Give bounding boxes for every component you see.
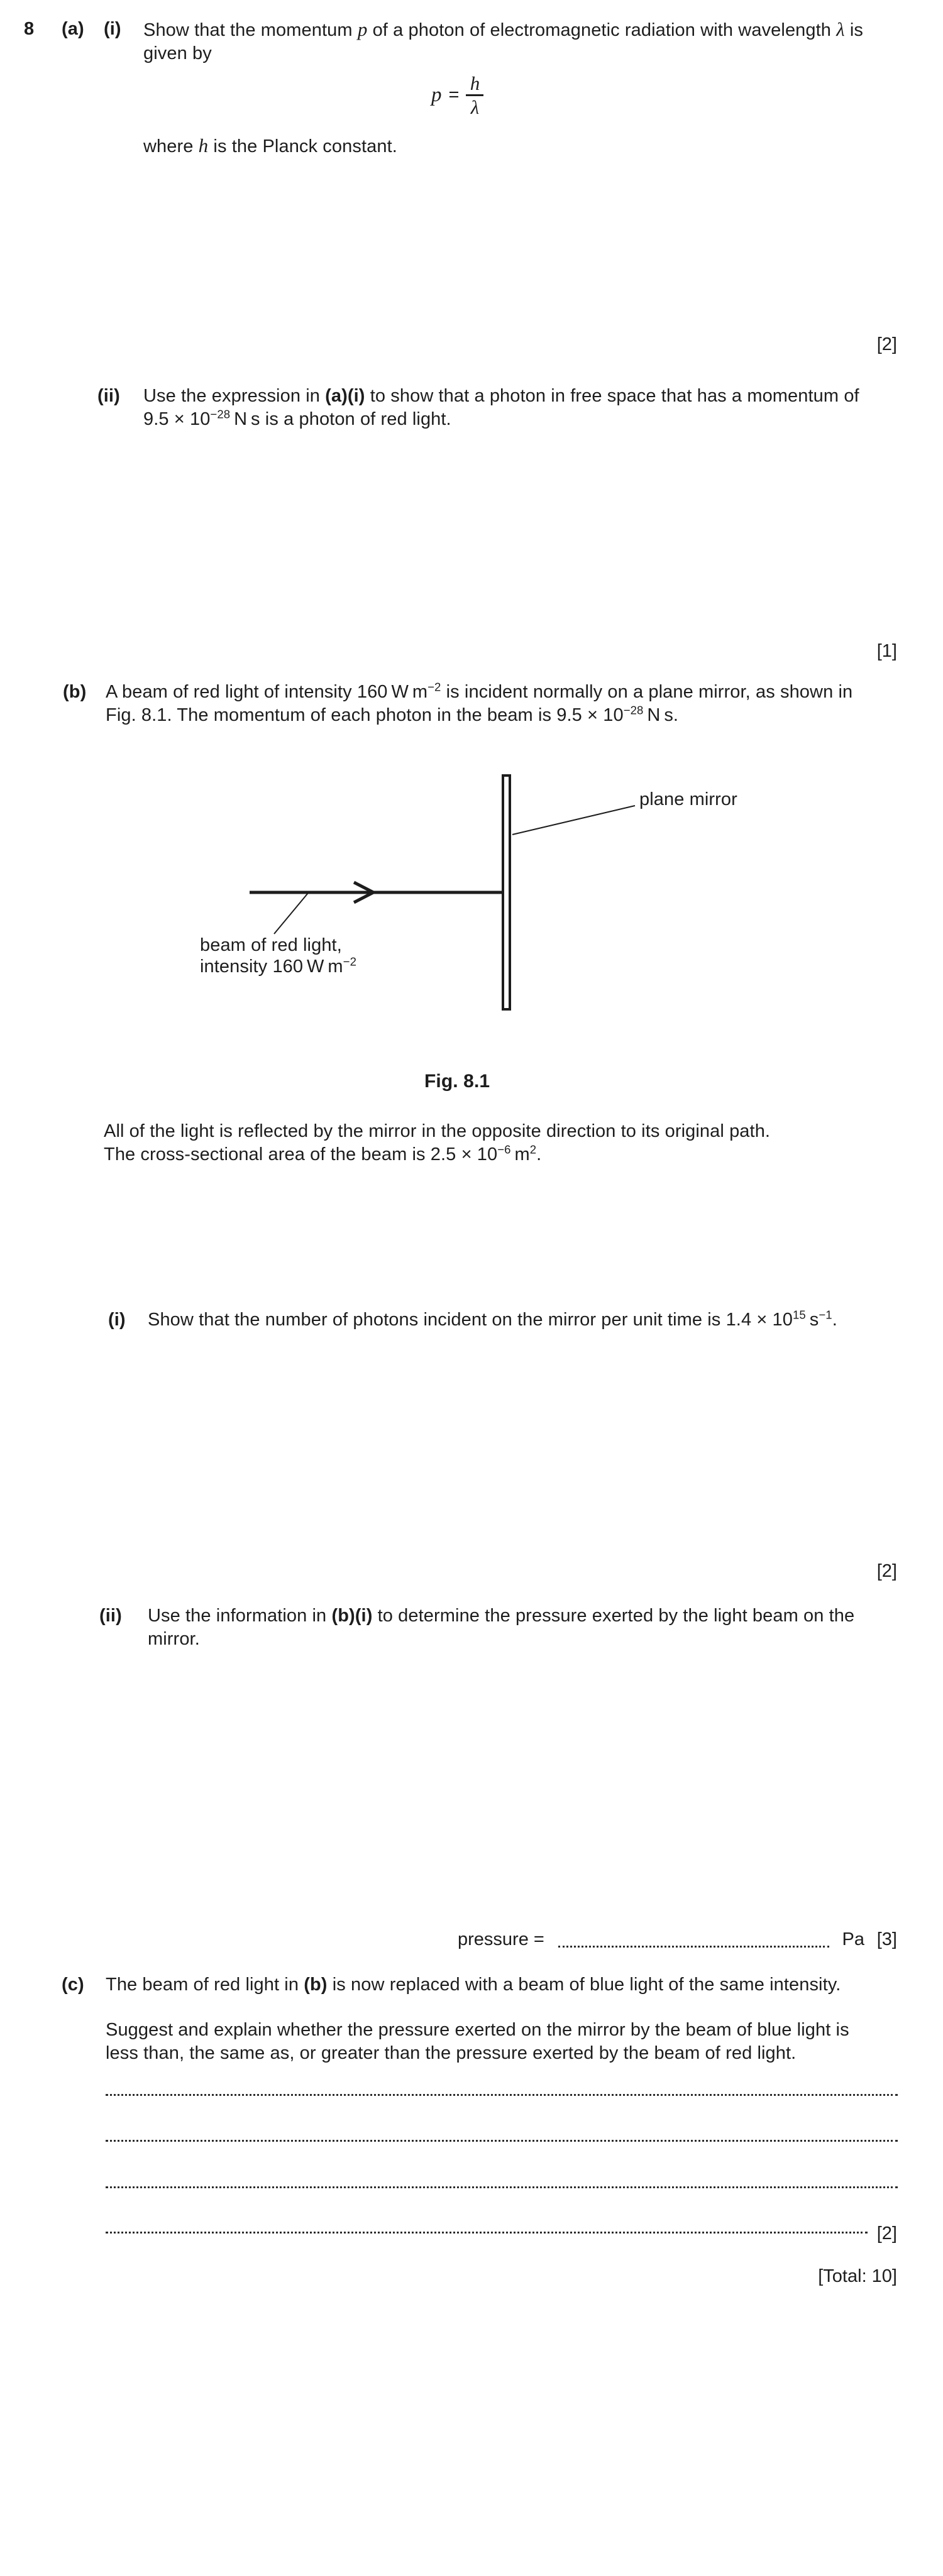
part-b-ii-label: (ii)	[99, 1606, 122, 1626]
formula-equals: =	[448, 85, 460, 105]
pressure-answer-row	[458, 1928, 897, 1953]
part-a-ii-text: Use the expression in (a)(i) to show that a photon in free space that has a momentum of $9.5 \times 10^{-28}$ N s is a photon of red light.	[143, 386, 859, 429]
part-c-text-1: The beam of red light in (b) is now replaced with a beam of blue light of the same intensity.	[106, 1975, 841, 1995]
part-b-i-label: (i)	[108, 1310, 126, 1330]
part-a-i-label: (i)	[104, 19, 121, 39]
mark-b-i: [2]	[876, 1561, 897, 1581]
part-a-i-text: Show that the momentum p of a photon of electromagnetic radiation with wavelength λ is given by	[143, 18, 864, 63]
part-b-ii-text: Use the information in (b)(i) to determine the pressure exerted by the light beam on the mirror.	[148, 1606, 855, 1649]
answer-line	[106, 2140, 898, 2142]
plane-mirror-label: plane mirror	[639, 789, 737, 809]
part-b-after-figure-text: All of the light is reflected by the mirror in the opposite direction to its original path. The cross-sectional area of the beam is $2.5 \times 10^{-6}$ $m^2$.	[104, 1121, 771, 1165]
answer-line	[106, 2186, 898, 2188]
figure-caption: Fig. 8.1	[424, 1071, 490, 1092]
pressure-answer-unit: Pa	[842, 1929, 864, 1949]
formula-numerator: h	[470, 72, 480, 94]
part-b-i-text: Show that the number of photons incident on the mirror per unit time is $1.4 \times 10^{15}$ $s^{-1}$.	[148, 1308, 837, 1330]
mirror-rect	[503, 776, 510, 1009]
mark-a-ii: [1]	[876, 641, 897, 661]
formula-lhs: p	[431, 84, 442, 106]
beam-label: beam of red light, intensity 160 W $m^{-2}$	[200, 935, 357, 977]
momentum-formula	[431, 73, 483, 118]
mark-b-ii: [3]	[876, 1929, 897, 1949]
mark-c: [2]	[876, 2223, 897, 2244]
planck-constant-note: where h is the Planck constant.	[143, 134, 397, 156]
part-a-label: (a)	[62, 19, 84, 39]
answer-line	[106, 2232, 868, 2233]
formula-denominator: λ	[470, 96, 480, 118]
answer-line	[106, 2094, 898, 2096]
mirror-leader-line	[512, 806, 635, 835]
pressure-answer-dotted-line	[558, 1946, 829, 1948]
part-c-label: (c)	[62, 1975, 84, 1995]
part-b-intro: A beam of red light of intensity 160 W $m^{-2}$ is incident normally on a plane mirror, as shown in Fig. 8.1. The momentum of each photon in the beam is $9.5 \times 10^{-28}$ N s.	[106, 680, 853, 725]
mark-a-i: [2]	[876, 334, 897, 354]
beam-leader-line	[274, 893, 308, 934]
total-marks: [Total: 10]	[818, 2266, 897, 2286]
question-number: 8	[24, 19, 35, 39]
pressure-answer-prefix: pressure =	[458, 1929, 544, 1949]
part-c-text-2: Suggest and explain whether the pressure exerted on the mirror by the beam of blue light is less than, the same as, or greater than the pressure exerted by the beam of red light.	[106, 2020, 849, 2063]
figure-8-1-diagram	[0, 767, 943, 1043]
part-a-ii-label: (ii)	[97, 386, 120, 406]
formula-fraction	[466, 73, 483, 118]
part-b-label: (b)	[63, 682, 87, 702]
